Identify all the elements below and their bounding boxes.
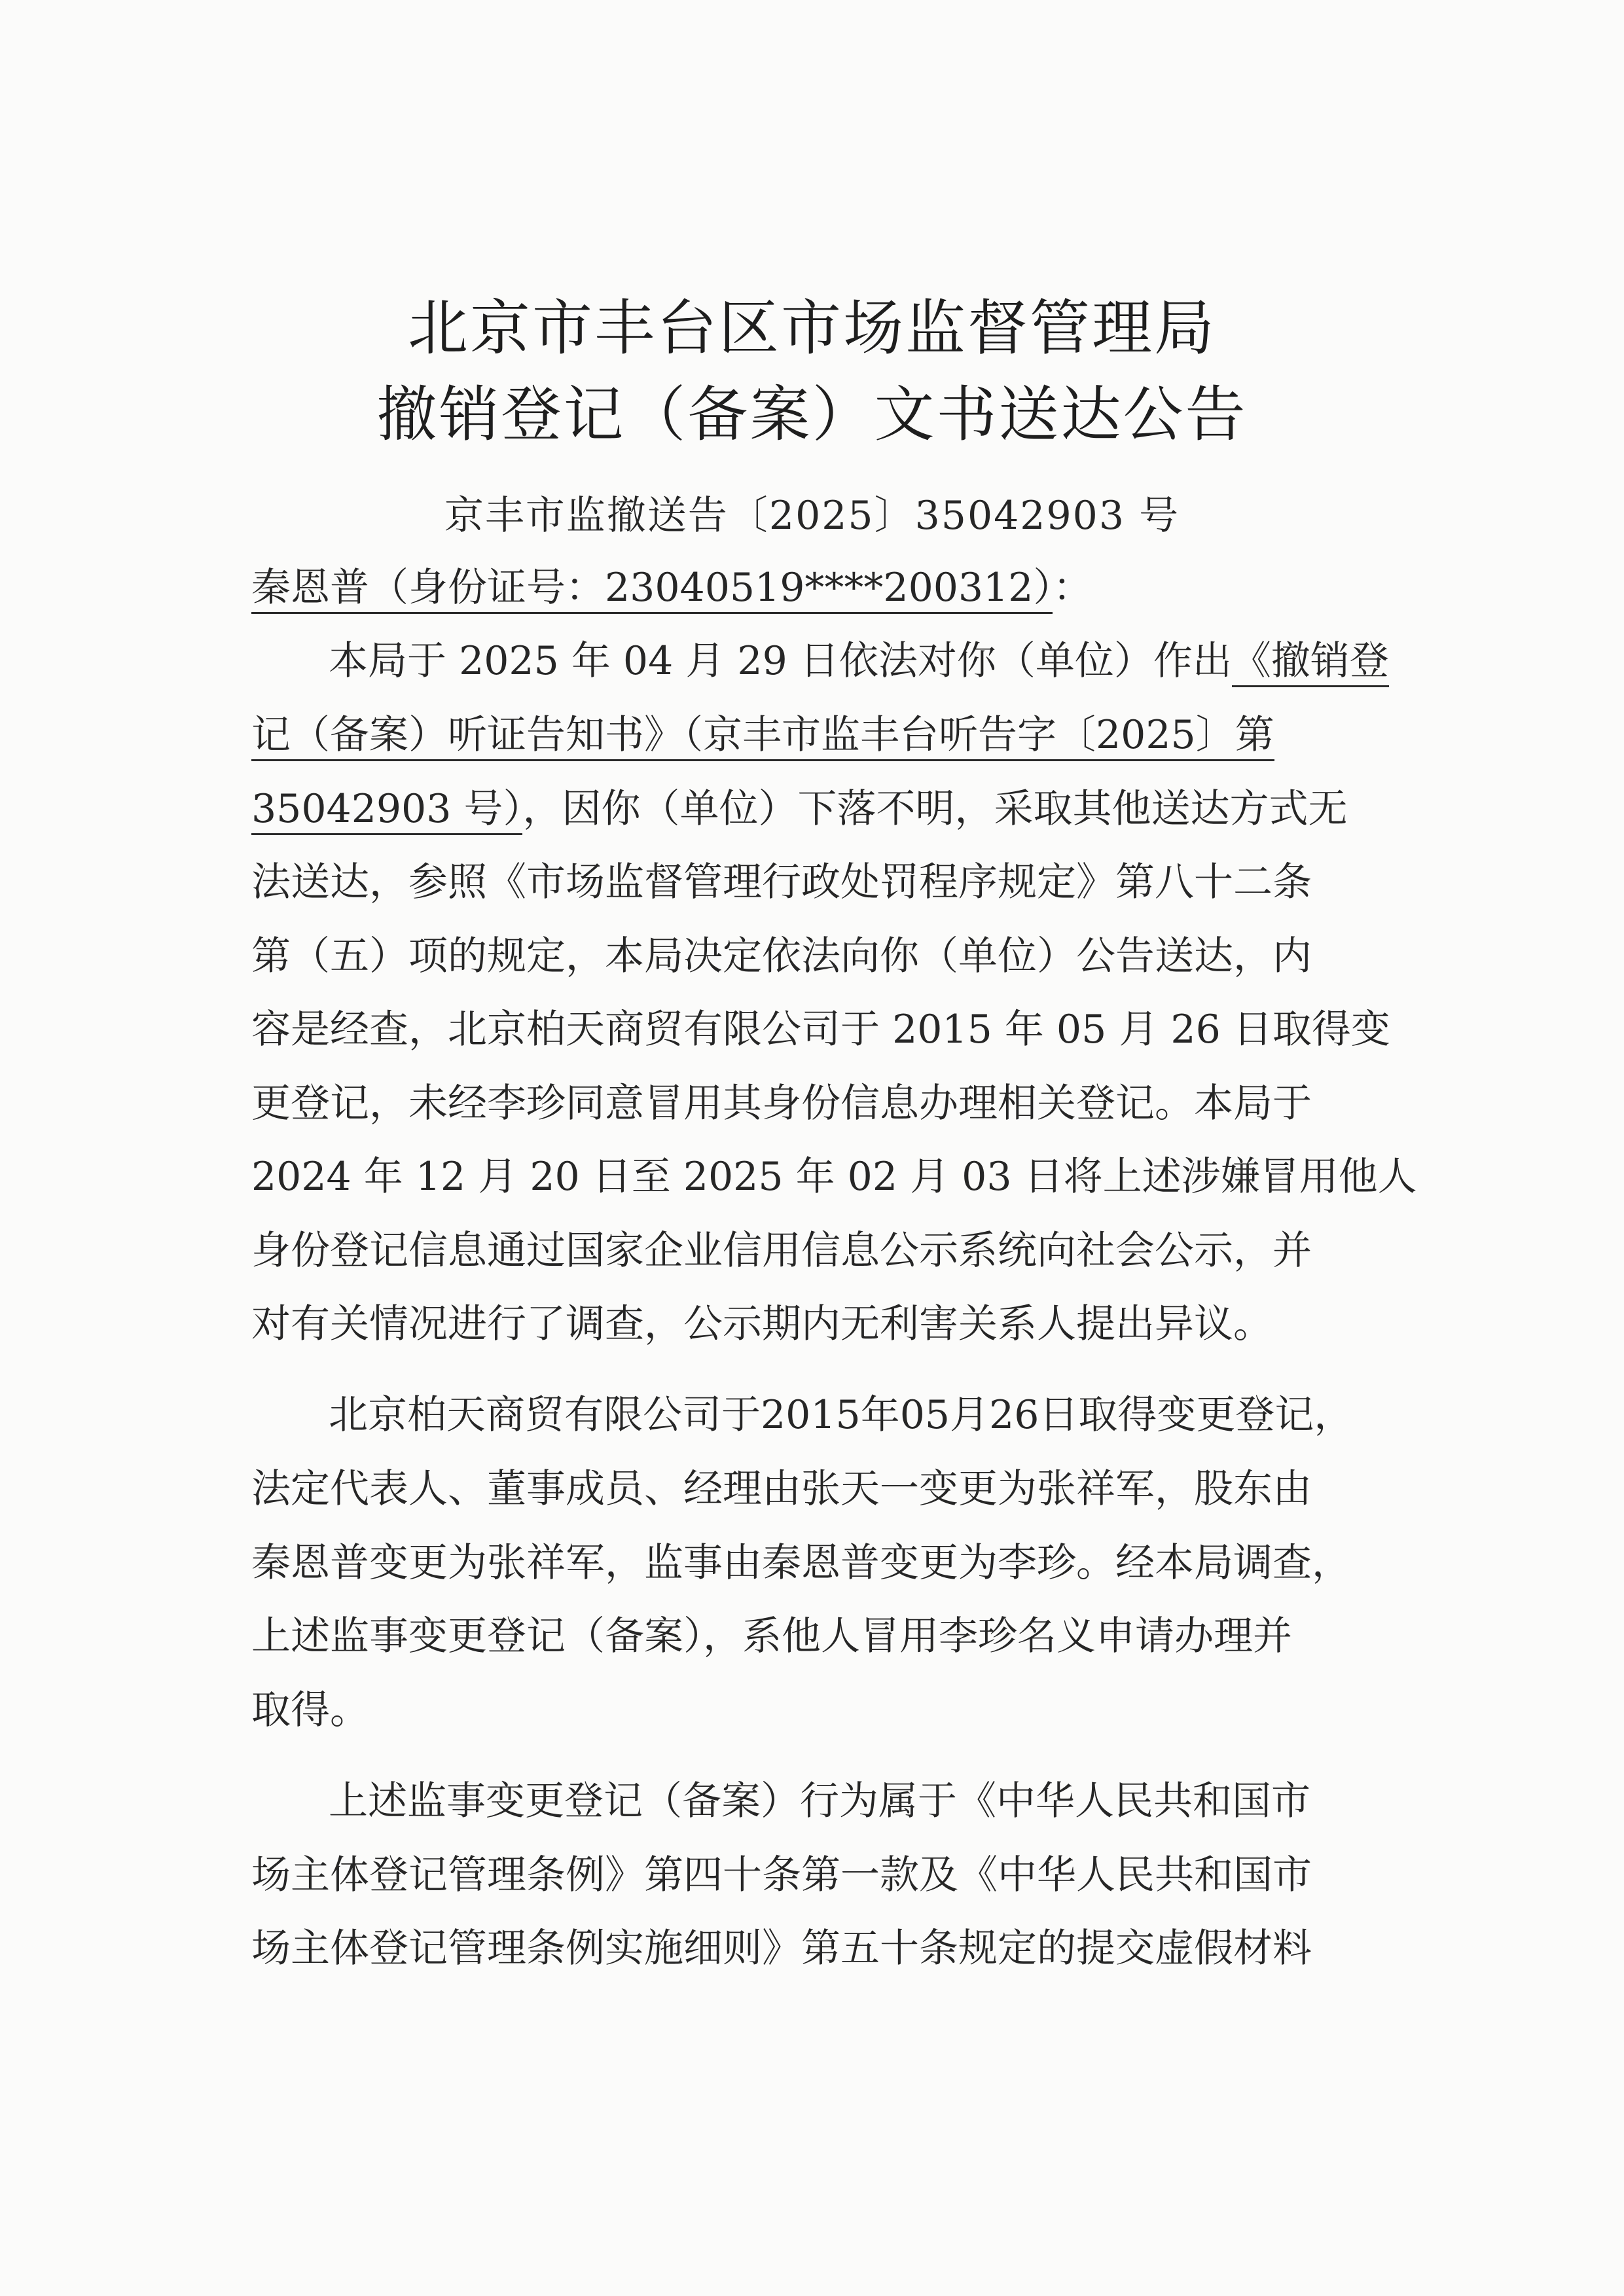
paragraph-1-line-6: 容是经查，北京柏天商贸有限公司于 2015 年 05 月 26 日取得变 bbox=[251, 1007, 1390, 1052]
paragraph-1-line-10: 对有关情况进行了调查，公示期内无利害关系人提出异议。 bbox=[251, 1301, 1272, 1347]
paragraph-3-line-1: 上述监事变更登记（备案）行为属于《中华人民共和国市 bbox=[329, 1778, 1310, 1824]
document-link-text-start: 《撤销登 bbox=[1232, 638, 1389, 687]
p1-l3-text: ，因你（单位）下落不明，采取其他送达方式无 bbox=[522, 786, 1348, 832]
notice-title-line1: 北京市丰台区市场监督管理局 bbox=[407, 293, 1216, 363]
paragraph-1-line-1 bbox=[329, 635, 1389, 687]
addressee-line bbox=[251, 562, 1092, 614]
paragraph-2-line-5: 取得。 bbox=[251, 1687, 369, 1733]
paragraph-1-line-4: 法送达，参照《市场监督管理行政处罚程序规定》第八十二条 bbox=[251, 859, 1312, 905]
paragraph-1-line-5: 第（五）项的规定，本局决定依法向你（单位）公告送达，内 bbox=[251, 933, 1312, 979]
document-number: 京丰市监撤送告〔2025〕35042903 号 bbox=[444, 493, 1180, 539]
paragraph-2-line-1: 北京柏天商贸有限公司于2015年05月26日取得变更登记， bbox=[329, 1392, 1354, 1438]
document-link-text-middle: 记（备案）听证告知书》（京丰市监丰台听告字〔2025〕第 bbox=[251, 712, 1274, 761]
paragraph-3-line-2: 场主体登记管理条例》第四十条第一款及《中华人民共和国市 bbox=[251, 1852, 1312, 1898]
paragraph-2-line-3: 秦恩普变更为张祥军，监事由秦恩普变更为李珍。经本局调查， bbox=[251, 1540, 1351, 1586]
paragraph-1-line-2 bbox=[251, 709, 1274, 761]
p1-l1-text: 本局于 2025 年 04 月 29 日依法对你（单位）作出 bbox=[329, 638, 1232, 684]
paragraph-1-line-9: 身份登记信息通过国家企业信用信息公示系统向社会公示，并 bbox=[251, 1228, 1312, 1274]
addressee-suffix: ： bbox=[1053, 565, 1092, 611]
paragraph-2-line-2: 法定代表人、董事成员、经理由张天一变更为张祥军，股东由 bbox=[251, 1466, 1312, 1512]
notice-title-line2: 撤销登记（备案）文书送达公告 bbox=[376, 380, 1248, 450]
paragraph-1-line-3 bbox=[251, 783, 1347, 835]
document-link-text-end: 35042903 号） bbox=[251, 786, 522, 835]
paragraph-3-line-3: 场主体登记管理条例实施细则》第五十条规定的提交虚假材料 bbox=[251, 1926, 1312, 1971]
paragraph-1-line-8: 2024 年 12 月 20 日至 2025 年 02 月 03 日将上述涉嫌冒用他人 bbox=[251, 1154, 1417, 1200]
paragraph-2-line-4: 上述监事变更登记（备案），系他人冒用李珍名义申请办理并 bbox=[251, 1613, 1292, 1659]
addressee-name: 秦恩普（身份证号：23040519****200312） bbox=[251, 565, 1053, 614]
paragraph-1-line-7: 更登记，未经李珍同意冒用其身份信息办理相关登记。本局于 bbox=[251, 1081, 1312, 1126]
